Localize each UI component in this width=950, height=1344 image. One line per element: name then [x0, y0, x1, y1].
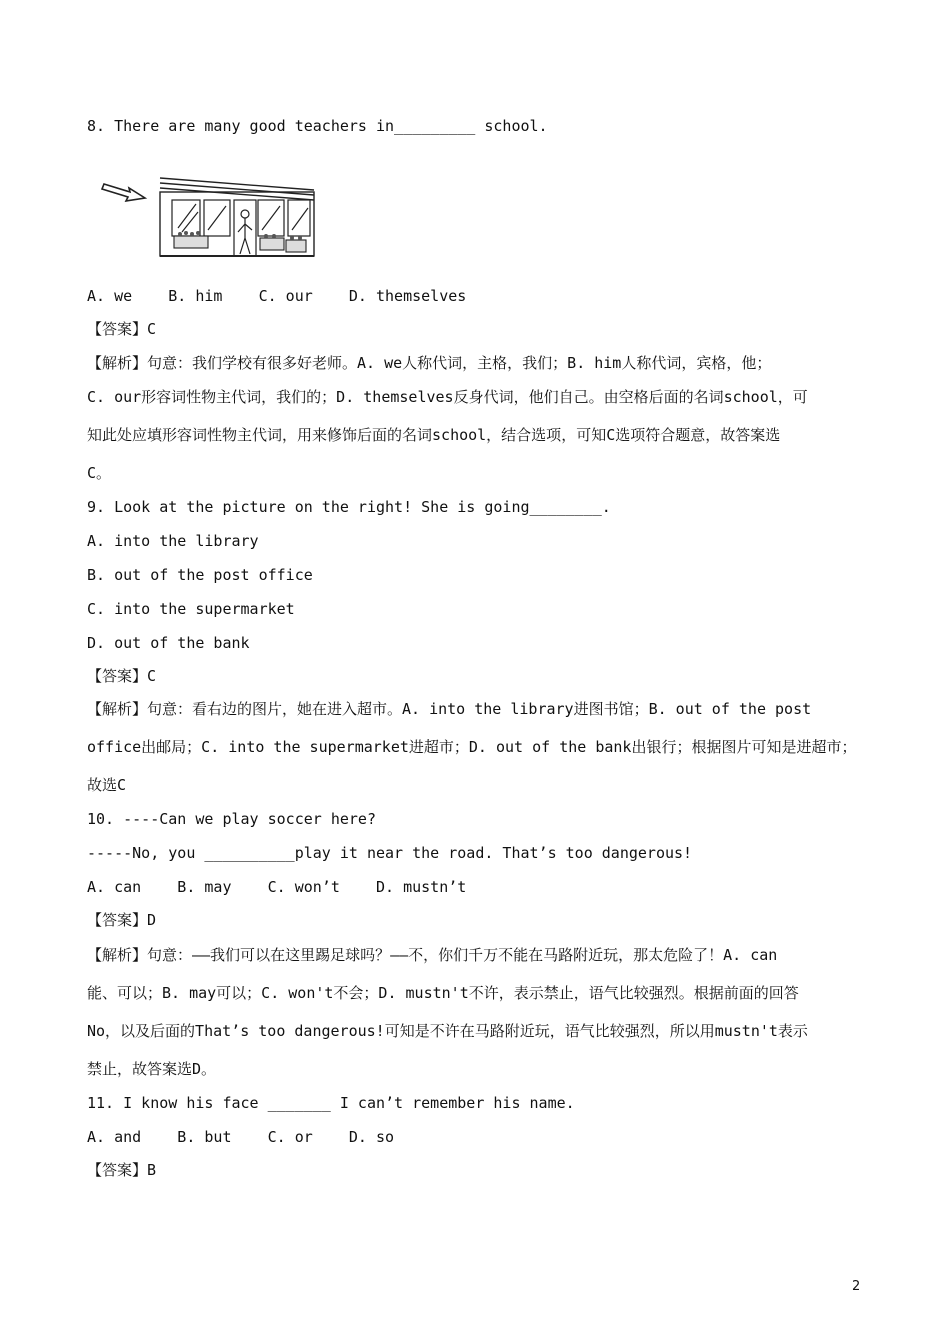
q8-explanation-line: 【解析】句意：我们学校有很多好老师。A. we人称代词，主格，我们；B. him人称代词，宾格，他； [87, 354, 772, 372]
q9-answer: 【答案】C [87, 667, 157, 685]
q9-option-d: D. out of the bank [87, 634, 250, 652]
q10-stem: 10. ----Can we play soccer here? [87, 810, 376, 828]
q8-explanation-line: C。 [87, 464, 112, 482]
q11-stem: 11. I know his face _______ I can’t remember his name. [87, 1094, 575, 1112]
q10-explanation-line: 【解析】句意：——我们可以在这里踢足球吗？——不，你们千万不能在马路附近玩，那太危险了！A. can [87, 946, 778, 964]
q8-explanation-line: 知此处应填形容词性物主代词，用来修饰后面的名词school，结合选项，可知C选项符合题意，故答案选 [87, 426, 781, 444]
q8-options: A. we B. him C. our D. themselves [87, 287, 467, 305]
q9-explanation-line: 【解析】句意：看右边的图片，她在进入超市。A. into the library进图书馆；B. out of the post [87, 700, 812, 718]
q9-stem: 9. Look at the picture on the right! She is going________. [87, 498, 611, 516]
q8-answer: 【答案】C [87, 320, 157, 338]
q10-stem-reply: -----No, you __________play it near the road. That’s too dangerous! [87, 844, 693, 862]
q9-option-a: A. into the library [87, 532, 259, 550]
q9-explanation-line: 故选C [87, 776, 127, 794]
q8-explanation-line: C. our形容词性物主代词，我们的；D. themselves反身代词，他们自己。由空格后面的名词school，可 [87, 388, 808, 406]
arrow-icon [102, 184, 145, 201]
q9-option-c: C. into the supermarket [87, 600, 295, 618]
q9-explanation-line: office出邮局；C. into the supermarket进超市；D. out of the bank出银行；根据图片可知是进超市； [87, 738, 857, 756]
q11-answer: 【答案】B [87, 1161, 157, 1179]
q10-explanation-line: No，以及后面的That’s too dangerous!可知是不许在马路附近玩，语气比较强烈，所以用mustn't表示 [87, 1022, 808, 1040]
q10-options: A. can B. may C. won’t D. mustn’t [87, 878, 467, 896]
q9-option-b: B. out of the post office [87, 566, 313, 584]
page-number: 2 [852, 1279, 861, 1294]
q8-stem: 8. There are many good teachers in_________ school. [87, 117, 548, 135]
q11-options: A. and B. but C. or D. so [87, 1128, 395, 1146]
supermarket-picture [100, 170, 316, 260]
q10-explanation-line: 禁止，故答案选D。 [87, 1060, 217, 1078]
q10-answer: 【答案】D [87, 911, 157, 929]
q10-explanation-line: 能、可以；B. may可以；C. won't不会；D. mustn't不许，表示禁止，语气比较强烈。根据前面的回答 [87, 984, 799, 1002]
